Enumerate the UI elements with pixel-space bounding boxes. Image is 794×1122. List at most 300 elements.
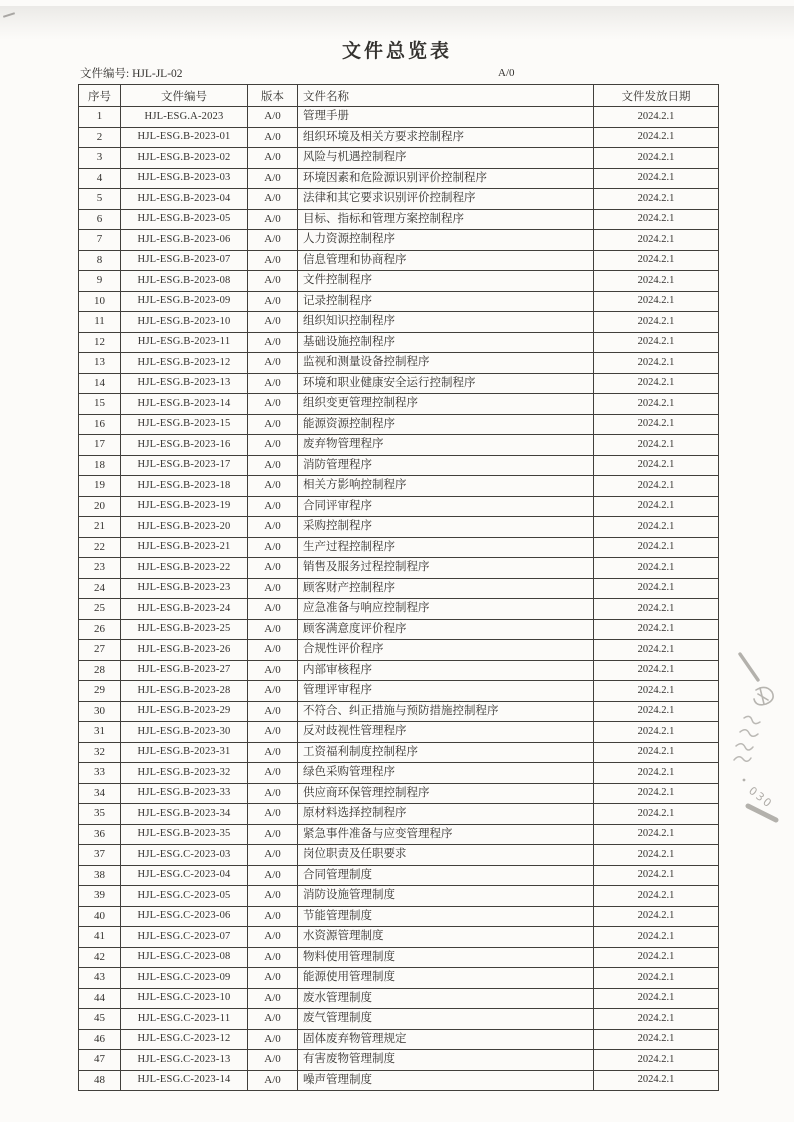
cell-name: 组织变更管理控制程序: [298, 394, 594, 415]
cell-name: 合同评审程序: [298, 496, 594, 517]
page-title: 文件总览表: [341, 41, 452, 62]
cell-index: 30: [79, 701, 121, 722]
cell-code: HJL-ESG.B-2023-11: [121, 332, 248, 353]
table-row: [79, 168, 719, 189]
svg-text:030: 030: [746, 784, 776, 811]
cell-name: 合同管理制度: [298, 865, 594, 886]
cell-index: 42: [79, 947, 121, 968]
table-row: [79, 496, 719, 517]
cell-code: HJL-ESG.B-2023-03: [121, 168, 248, 189]
table-row: [79, 435, 719, 456]
cell-index: 34: [79, 783, 121, 804]
cell-code: HJL-ESG.B-2023-07: [121, 250, 248, 271]
cell-index: 43: [79, 968, 121, 989]
cell-code: HJL-ESG.B-2023-23: [121, 578, 248, 599]
cell-name: 信息管理和协商程序: [298, 250, 594, 271]
table-row: [79, 619, 719, 640]
cell-version: A/0: [248, 148, 298, 169]
cell-index: 23: [79, 558, 121, 579]
cell-date: 2024.2.1: [594, 230, 719, 251]
cell-index: 19: [79, 476, 121, 497]
table-row: [79, 865, 719, 886]
cell-name: 环境和职业健康安全运行控制程序: [298, 373, 594, 394]
cell-date: 2024.2.1: [594, 824, 719, 845]
cell-name: 噪声管理制度: [298, 1070, 594, 1091]
table-row: [79, 988, 719, 1009]
table-row: [79, 1009, 719, 1030]
cell-name: 工资福利制度控制程序: [298, 742, 594, 763]
cell-index: 2: [79, 127, 121, 148]
cell-date: 2024.2.1: [594, 906, 719, 927]
cell-index: 11: [79, 312, 121, 333]
cell-code: HJL-ESG.B-2023-22: [121, 558, 248, 579]
table-row: [79, 1029, 719, 1050]
cell-name: 销售及服务过程控制程序: [298, 558, 594, 579]
cell-date: 2024.2.1: [594, 271, 719, 292]
cell-version: A/0: [248, 1050, 298, 1071]
cell-date: 2024.2.1: [594, 578, 719, 599]
cell-date: 2024.2.1: [594, 599, 719, 620]
cell-version: A/0: [248, 209, 298, 230]
cell-name: 废气管理制度: [298, 1009, 594, 1030]
cell-index: 16: [79, 414, 121, 435]
cell-name: 风险与机遇控制程序: [298, 148, 594, 169]
table-row: [79, 578, 719, 599]
cell-version: A/0: [248, 332, 298, 353]
table-row: [79, 927, 719, 948]
cell-version: A/0: [248, 783, 298, 804]
table-row: [79, 845, 719, 866]
cell-index: 17: [79, 435, 121, 456]
cell-name: 物料使用管理制度: [298, 947, 594, 968]
cell-name: 消防管理程序: [298, 455, 594, 476]
cell-name: 环境因素和危险源识别评价控制程序: [298, 168, 594, 189]
cell-date: 2024.2.1: [594, 353, 719, 374]
cell-code: HJL-ESG.B-2023-33: [121, 783, 248, 804]
cell-name: 记录控制程序: [298, 291, 594, 312]
table-row: [79, 681, 719, 702]
cell-date: 2024.2.1: [594, 394, 719, 415]
cell-version: A/0: [248, 353, 298, 374]
cell-code: HJL-ESG.B-2023-27: [121, 660, 248, 681]
cell-code: HJL-ESG.B-2023-34: [121, 804, 248, 825]
cell-version: A/0: [248, 1070, 298, 1091]
cell-name: 废弃物管理程序: [298, 435, 594, 456]
cell-version: A/0: [248, 476, 298, 497]
table-row: [79, 476, 719, 497]
cell-code: HJL-ESG.B-2023-25: [121, 619, 248, 640]
cell-date: 2024.2.1: [594, 865, 719, 886]
cell-index: 33: [79, 763, 121, 784]
cell-index: 3: [79, 148, 121, 169]
cell-name: 供应商环保管理控制程序: [298, 783, 594, 804]
cell-name: 内部审核程序: [298, 660, 594, 681]
cell-code: HJL-ESG.C-2023-04: [121, 865, 248, 886]
table-row: [79, 353, 719, 374]
cell-name: 消防设施管理制度: [298, 886, 594, 907]
table-row: [79, 742, 719, 763]
cell-code: HJL-ESG.C-2023-05: [121, 886, 248, 907]
table-row: [79, 291, 719, 312]
table-row: [79, 148, 719, 169]
cell-date: 2024.2.1: [594, 414, 719, 435]
cell-date: 2024.2.1: [594, 968, 719, 989]
cell-date: 2024.2.1: [594, 722, 719, 743]
table-row: [79, 250, 719, 271]
cell-name: 管理评审程序: [298, 681, 594, 702]
cell-version: A/0: [248, 988, 298, 1009]
cell-date: 2024.2.1: [594, 1009, 719, 1030]
cell-index: 4: [79, 168, 121, 189]
cell-version: A/0: [248, 394, 298, 415]
cell-version: A/0: [248, 906, 298, 927]
table-row: [79, 209, 719, 230]
table-row: [79, 107, 719, 128]
cell-code: HJL-ESG.C-2023-12: [121, 1029, 248, 1050]
cell-name: 组织环境及相关方要求控制程序: [298, 127, 594, 148]
cell-name: 紧急事件准备与应变管理程序: [298, 824, 594, 845]
cell-index: 18: [79, 455, 121, 476]
cell-name: 反对歧视性管理程序: [298, 722, 594, 743]
cell-version: A/0: [248, 230, 298, 251]
cell-code: HJL-ESG.C-2023-11: [121, 1009, 248, 1030]
cell-date: 2024.2.1: [594, 783, 719, 804]
cell-date: 2024.2.1: [594, 496, 719, 517]
cell-date: 2024.2.1: [594, 804, 719, 825]
cell-name: 法律和其它要求识别评价控制程序: [298, 189, 594, 210]
table-row: [79, 599, 719, 620]
cell-index: 8: [79, 250, 121, 271]
col-header-version: 版本: [248, 85, 298, 107]
table-row: [79, 763, 719, 784]
table-row: [79, 455, 719, 476]
cell-code: HJL-ESG.B-2023-24: [121, 599, 248, 620]
table-row: [79, 701, 719, 722]
cell-index: 14: [79, 373, 121, 394]
cell-version: A/0: [248, 968, 298, 989]
cell-code: HJL-ESG.B-2023-12: [121, 353, 248, 374]
cell-code: HJL-ESG.C-2023-09: [121, 968, 248, 989]
cell-index: 9: [79, 271, 121, 292]
cell-index: 26: [79, 619, 121, 640]
cell-code: HJL-ESG.C-2023-07: [121, 927, 248, 948]
cell-code: HJL-ESG.B-2023-15: [121, 414, 248, 435]
cell-code: HJL-ESG.C-2023-06: [121, 906, 248, 927]
cell-code: HJL-ESG.C-2023-08: [121, 947, 248, 968]
cell-version: A/0: [248, 1009, 298, 1030]
cell-code: HJL-ESG.B-2023-19: [121, 496, 248, 517]
documents-table: [78, 84, 719, 1091]
cell-date: 2024.2.1: [594, 127, 719, 148]
cell-index: 15: [79, 394, 121, 415]
cell-index: 13: [79, 353, 121, 374]
cell-date: 2024.2.1: [594, 927, 719, 948]
meta-line: [80, 65, 720, 81]
cell-version: A/0: [248, 455, 298, 476]
cell-date: 2024.2.1: [594, 947, 719, 968]
cell-version: A/0: [248, 742, 298, 763]
cell-code: HJL-ESG.B-2023-18: [121, 476, 248, 497]
cell-version: A/0: [248, 763, 298, 784]
cell-code: HJL-ESG.C-2023-14: [121, 1070, 248, 1091]
cell-date: 2024.2.1: [594, 537, 719, 558]
cell-date: 2024.2.1: [594, 1050, 719, 1071]
cell-code: HJL-ESG.B-2023-32: [121, 763, 248, 784]
cell-index: 6: [79, 209, 121, 230]
cell-version: A/0: [248, 291, 298, 312]
table-row: [79, 312, 719, 333]
cell-name: 相关方影响控制程序: [298, 476, 594, 497]
cell-date: 2024.2.1: [594, 373, 719, 394]
cell-version: A/0: [248, 701, 298, 722]
cell-name: 有害废物管理制度: [298, 1050, 594, 1071]
cell-code: HJL-ESG.B-2023-30: [121, 722, 248, 743]
cell-index: 40: [79, 906, 121, 927]
cell-index: 45: [79, 1009, 121, 1030]
cell-date: 2024.2.1: [594, 742, 719, 763]
cell-name: 管理手册: [298, 107, 594, 128]
table-row: [79, 230, 719, 251]
cell-name: 固体废弃物管理规定: [298, 1029, 594, 1050]
cell-code: HJL-ESG.B-2023-31: [121, 742, 248, 763]
cell-code: HJL-ESG.C-2023-10: [121, 988, 248, 1009]
cell-index: 48: [79, 1070, 121, 1091]
cell-code: HJL-ESG.A-2023: [121, 107, 248, 128]
cell-name: 不符合、纠正措施与预防措施控制程序: [298, 701, 594, 722]
cell-code: HJL-ESG.B-2023-17: [121, 455, 248, 476]
cell-date: 2024.2.1: [594, 558, 719, 579]
cell-version: A/0: [248, 435, 298, 456]
page-version-value: A/0: [498, 67, 515, 79]
cell-date: 2024.2.1: [594, 455, 719, 476]
cell-index: 29: [79, 681, 121, 702]
cell-version: A/0: [248, 168, 298, 189]
col-header-code: 文件编号: [121, 85, 248, 107]
table-row: [79, 804, 719, 825]
cell-name: 应急准备与响应控制程序: [298, 599, 594, 620]
cell-index: 39: [79, 886, 121, 907]
cell-code: HJL-ESG.B-2023-06: [121, 230, 248, 251]
cell-index: 41: [79, 927, 121, 948]
table-row: [79, 517, 719, 538]
col-header-date: 文件发放日期: [594, 85, 719, 107]
cell-code: HJL-ESG.B-2023-26: [121, 640, 248, 661]
cell-code: HJL-ESG.B-2023-16: [121, 435, 248, 456]
cell-index: 10: [79, 291, 121, 312]
cell-version: A/0: [248, 886, 298, 907]
cell-version: A/0: [248, 578, 298, 599]
cell-index: 24: [79, 578, 121, 599]
cell-code: HJL-ESG.B-2023-28: [121, 681, 248, 702]
table-row: [79, 968, 719, 989]
table-row: [79, 1070, 719, 1091]
cell-code: HJL-ESG.B-2023-09: [121, 291, 248, 312]
cell-date: 2024.2.1: [594, 681, 719, 702]
table-row: [79, 906, 719, 927]
table-row: [79, 189, 719, 210]
col-header-index: 序号: [79, 85, 121, 107]
cell-version: A/0: [248, 824, 298, 845]
cell-code: HJL-ESG.B-2023-10: [121, 312, 248, 333]
cell-code: HJL-ESG.B-2023-20: [121, 517, 248, 538]
cell-version: A/0: [248, 414, 298, 435]
cell-version: A/0: [248, 660, 298, 681]
cell-version: A/0: [248, 845, 298, 866]
cell-index: 12: [79, 332, 121, 353]
cell-index: 44: [79, 988, 121, 1009]
cell-version: A/0: [248, 496, 298, 517]
cell-index: 32: [79, 742, 121, 763]
cell-date: 2024.2.1: [594, 701, 719, 722]
cell-date: 2024.2.1: [594, 312, 719, 333]
cell-version: A/0: [248, 517, 298, 538]
cell-date: 2024.2.1: [594, 435, 719, 456]
cell-code: HJL-ESG.B-2023-13: [121, 373, 248, 394]
cell-date: 2024.2.1: [594, 619, 719, 640]
cell-date: 2024.2.1: [594, 1070, 719, 1091]
table-row: [79, 373, 719, 394]
cell-name: 采购控制程序: [298, 517, 594, 538]
cell-index: 20: [79, 496, 121, 517]
cell-name: 生产过程控制程序: [298, 537, 594, 558]
cell-version: A/0: [248, 189, 298, 210]
cell-version: A/0: [248, 271, 298, 292]
table-row: [79, 127, 719, 148]
cell-date: 2024.2.1: [594, 476, 719, 497]
cell-code: HJL-ESG.B-2023-05: [121, 209, 248, 230]
cell-name: 水资源管理制度: [298, 927, 594, 948]
cell-date: 2024.2.1: [594, 250, 719, 271]
cell-date: 2024.2.1: [594, 886, 719, 907]
table-row: [79, 394, 719, 415]
table-row: [79, 537, 719, 558]
table-row: [79, 558, 719, 579]
cell-code: HJL-ESG.C-2023-13: [121, 1050, 248, 1071]
cell-index: 21: [79, 517, 121, 538]
cell-version: A/0: [248, 312, 298, 333]
cell-index: 38: [79, 865, 121, 886]
table-row: [79, 783, 719, 804]
cell-name: 人力资源控制程序: [298, 230, 594, 251]
table-row: [79, 886, 719, 907]
cell-index: 46: [79, 1029, 121, 1050]
cell-version: A/0: [248, 640, 298, 661]
cell-date: 2024.2.1: [594, 845, 719, 866]
cell-code: HJL-ESG.B-2023-08: [121, 271, 248, 292]
cell-index: 25: [79, 599, 121, 620]
cell-name: 组织知识控制程序: [298, 312, 594, 333]
cell-name: 原材料选择控制程序: [298, 804, 594, 825]
cell-name: 废水管理制度: [298, 988, 594, 1009]
cell-name: 能源资源控制程序: [298, 414, 594, 435]
cell-date: 2024.2.1: [594, 189, 719, 210]
scan-artifact-mark: [3, 12, 15, 18]
cell-date: 2024.2.1: [594, 148, 719, 169]
cell-code: HJL-ESG.B-2023-29: [121, 701, 248, 722]
table-row: [79, 640, 719, 661]
cell-index: 36: [79, 824, 121, 845]
table-row: [79, 332, 719, 353]
cell-name: 能源使用管理制度: [298, 968, 594, 989]
cell-code: HJL-ESG.B-2023-02: [121, 148, 248, 169]
cell-version: A/0: [248, 250, 298, 271]
table-row: [79, 414, 719, 435]
cell-version: A/0: [248, 1029, 298, 1050]
cell-date: 2024.2.1: [594, 988, 719, 1009]
cell-code: HJL-ESG.B-2023-14: [121, 394, 248, 415]
cell-date: 2024.2.1: [594, 291, 719, 312]
cell-version: A/0: [248, 373, 298, 394]
cell-index: 28: [79, 660, 121, 681]
cell-name: 目标、指标和管理方案控制程序: [298, 209, 594, 230]
cell-name: 顾客财产控制程序: [298, 578, 594, 599]
table-row: [79, 660, 719, 681]
cell-code: HJL-ESG.B-2023-21: [121, 537, 248, 558]
table-header-row: [79, 85, 719, 107]
cell-date: 2024.2.1: [594, 332, 719, 353]
cell-version: A/0: [248, 619, 298, 640]
cell-index: 37: [79, 845, 121, 866]
cell-version: A/0: [248, 127, 298, 148]
cell-index: 27: [79, 640, 121, 661]
cell-name: 绿色采购管理程序: [298, 763, 594, 784]
cell-version: A/0: [248, 681, 298, 702]
col-header-name: 文件名称: [298, 85, 594, 107]
table-body: [79, 107, 719, 1091]
cell-name: 监视和测量设备控制程序: [298, 353, 594, 374]
table-row: [79, 824, 719, 845]
cell-version: A/0: [248, 722, 298, 743]
doc-number-label: 文件编号: HJL-JL-02: [80, 68, 183, 80]
cell-index: 22: [79, 537, 121, 558]
cell-date: 2024.2.1: [594, 763, 719, 784]
cell-index: 7: [79, 230, 121, 251]
table-row: [79, 271, 719, 292]
cell-code: HJL-ESG.C-2023-03: [121, 845, 248, 866]
cell-name: 基础设施控制程序: [298, 332, 594, 353]
cell-name: 岗位职责及任职要求: [298, 845, 594, 866]
table-row: [79, 1050, 719, 1071]
cell-version: A/0: [248, 537, 298, 558]
cell-code: HJL-ESG.B-2023-35: [121, 824, 248, 845]
cell-date: 2024.2.1: [594, 168, 719, 189]
table-row: [79, 947, 719, 968]
cell-date: 2024.2.1: [594, 517, 719, 538]
cell-date: 2024.2.1: [594, 107, 719, 128]
cell-version: A/0: [248, 107, 298, 128]
cell-version: A/0: [248, 927, 298, 948]
seal-fragment-icon: [718, 640, 794, 830]
cell-code: HJL-ESG.B-2023-04: [121, 189, 248, 210]
cell-version: A/0: [248, 599, 298, 620]
cell-name: 顾客满意度评价程序: [298, 619, 594, 640]
cell-date: 2024.2.1: [594, 660, 719, 681]
cell-version: A/0: [248, 947, 298, 968]
cell-index: 5: [79, 189, 121, 210]
cell-name: 节能管理制度: [298, 906, 594, 927]
cell-version: A/0: [248, 865, 298, 886]
cell-code: HJL-ESG.B-2023-01: [121, 127, 248, 148]
cell-date: 2024.2.1: [594, 209, 719, 230]
cell-index: 47: [79, 1050, 121, 1071]
cell-index: 35: [79, 804, 121, 825]
cell-version: A/0: [248, 804, 298, 825]
cell-index: 31: [79, 722, 121, 743]
cell-date: 2024.2.1: [594, 1029, 719, 1050]
cell-name: 合规性评价程序: [298, 640, 594, 661]
cell-version: A/0: [248, 558, 298, 579]
cell-index: 1: [79, 107, 121, 128]
